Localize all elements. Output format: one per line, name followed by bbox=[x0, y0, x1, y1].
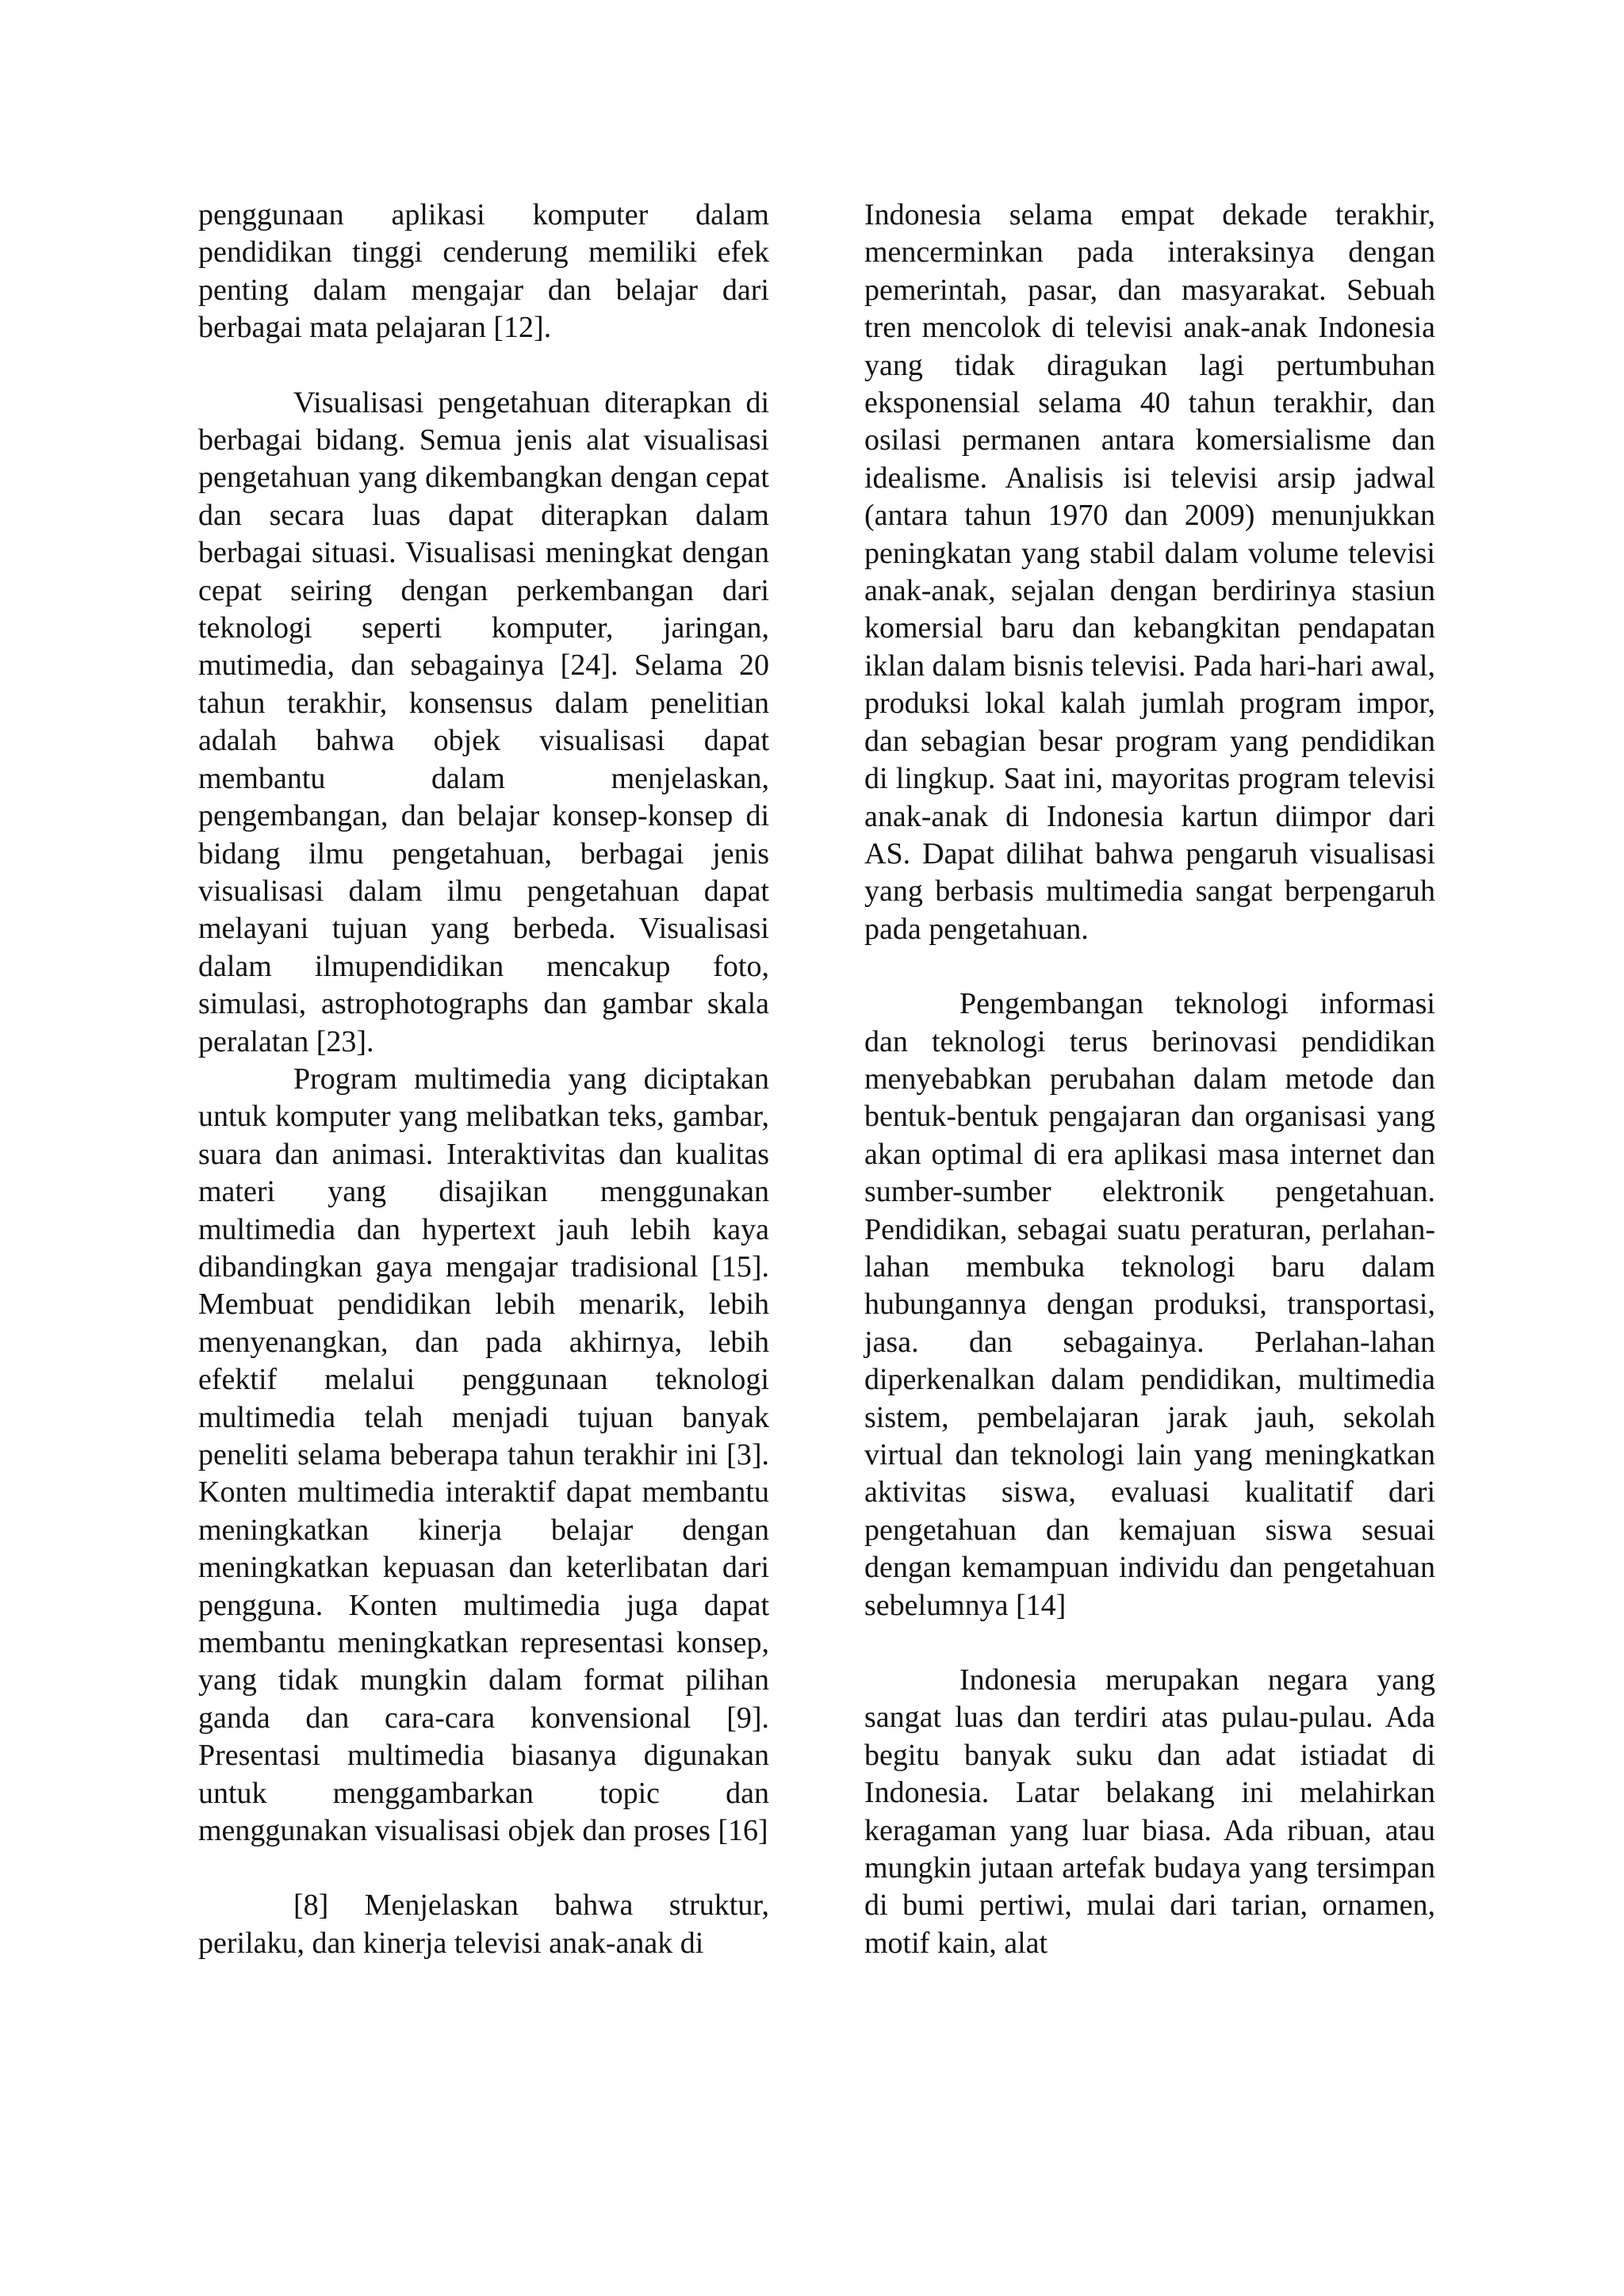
left-paragraph-2: Visualisasi pengetahuan diterapkan di berbagai bidang. Semua jenis alat visualisasi pengetahuan yang dikembangkan dengan cepat dan secara luas dapat diterapkan dalam berbagai situasi. Visualisasi meningkat dengan cepat seiring dengan perkembangan dari teknologi seperti komputer, jaringan, mutimedia, dan sebagainya [24]. Selama 20 tahun terakhir, konsensus dalam penelitian adalah bahwa objek visualisasi dapat membantu dalam menjelaskan, pengembangan, dan belajar konsep-konsep di bidang ilmu pengetahuan, berbagai jenis visualisasi dalam ilmu pengetahuan dapat melayani tujuan yang berbeda. Visualisasi dalam ilmupendidikan mencakup foto, simulasi, astrophotographs dan gambar skala peralatan [23]. bbox=[198, 385, 769, 1058]
left-paragraph-3: Program multimedia yang diciptakan untuk komputer yang melibatkan teks, gambar, suara dan animasi. Interaktivitas dan kualitas materi yang disajikan menggunakan multimedia dan hypertext jauh lebih kaya dibandingkan gaya mengajar tradisional [15]. Membuat pendidikan lebih menarik, lebih menyenangkan, dan pada akhirnya, lebih efektif melalui penggunaan teknologi multimedia telah menjadi tujuan banyak peneliti selama beberapa tahun terakhir ini [3]. Konten multimedia interaktif dapat membantu meningkatkan kinerja belajar dengan meningkatkan kepuasan dan keterlibatan dari pengguna. Konten multimedia juga dapat membantu meningkatkan representasi konsep, yang tidak mungkin dalam format pilihan ganda dan cara-cara konvensional [9]. Presentasi multimedia biasanya digunakan untuk menggambarkan topic dan menggunakan visualisasi objek dan proses [16] bbox=[198, 1062, 769, 1848]
left-paragraph-1: penggunaan aplikasi komputer dalam pendidikan tinggi cenderung memiliki efek penting dalam mengajar dan belajar dari berbagai mata pelajaran [12]. bbox=[198, 198, 769, 345]
right-paragraph-1: Indonesia selama empat dekade terakhir, mencerminkan pada interaksinya dengan pemerintah, pasar, dan masyarakat. Sebuah tren mencolok di televisi anak-anak Indonesia yang tidak diragukan lagi pertumbuhan eksponensial selama 40 tahun terakhir, dan osilasi permanen antara komersialisme dan idealisme. Analisis isi televisi arsip jadwal (antara tahun 1970 dan 2009) menunjukkan peningkatan yang stabil dalam volume televisi anak-anak, sejalan dengan berdirinya stasiun komersial baru dan kebangkitan pendapatan iklan dalam bisnis televisi. Pada hari-hari awal, produksi lokal kalah jumlah program impor, dan sebagian besar program yang pendidikan di lingkup. Saat ini, mayoritas program televisi anak-anak di Indonesia kartun diimpor dari AS. Dapat dilihat bahwa pengaruh visualisasi yang berbasis multimedia sangat berpengaruh pada pengetahuan. bbox=[864, 198, 1435, 946]
paragraph-gap bbox=[864, 948, 1435, 985]
left-column bbox=[198, 197, 769, 1962]
right-paragraph-3: Indonesia merupakan negara yang sangat luas dan terdiri atas pulau-pulau. Ada begitu banyak suku dan adat istiadat di Indonesia. Latar belakang ini melahirkan keragaman yang luar biasa. Ada ribuan, atau mungkin jutaan artefak budaya yang tersimpan di bumi pertiwi, mulai dari tarian, ornamen, motif kain, alat bbox=[864, 1663, 1435, 1960]
left-paragraph-4: [8] Menjelaskan bahwa struktur, perilaku, dan kinerja televisi anak-anak di bbox=[198, 1888, 769, 1960]
paragraph-gap bbox=[864, 1624, 1435, 1662]
right-column bbox=[864, 197, 1435, 1962]
paragraph-gap bbox=[198, 347, 769, 385]
paragraph-gap bbox=[198, 1850, 769, 1887]
right-paragraph-2: Pengembangan teknologi informasi dan teknologi terus berinovasi pendidikan menyebabkan perubahan dalam metode dan bentuk-bentuk pengajaran dan organisasi yang akan optimal di era aplikasi masa internet dan sumber-sumber elektronik pengetahuan. Pendidikan, sebagai suatu peraturan, perlahan-lahan membuka teknologi baru dalam hubungannya dengan produksi, transportasi, jasa. dan sebagainya. Perlahan-lahan diperkenalkan dalam pendidikan, multimedia sistem, pembelajaran jarak jauh, sekolah virtual dan teknologi lain yang meningkatkan aktivitas siswa, evaluasi kualitatif dari pengetahuan dan kemajuan siswa sesuai dengan kemampuan individu dan pengetahuan sebelumnya [14] bbox=[864, 987, 1435, 1622]
